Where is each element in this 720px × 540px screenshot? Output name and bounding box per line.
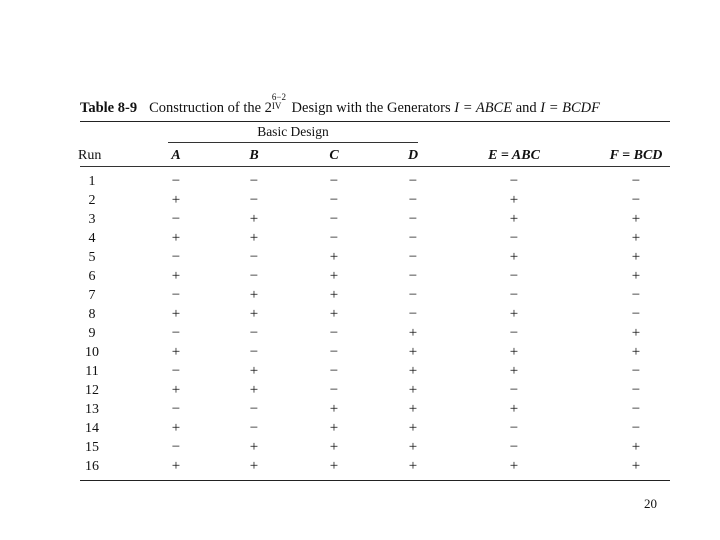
header-a: A	[171, 148, 181, 163]
bottom-rule	[80, 480, 670, 481]
sign-c: +	[329, 287, 339, 303]
table-row	[0, 438, 720, 457]
table-row	[0, 381, 720, 400]
run-number: 2	[88, 193, 96, 208]
sign-f: +	[631, 458, 641, 474]
sign-b: −	[249, 192, 259, 208]
sign-b: +	[249, 439, 259, 455]
sign-c: +	[329, 458, 339, 474]
run-number: 9	[88, 326, 96, 341]
run-number: 16	[85, 459, 99, 474]
run-number: 8	[88, 307, 96, 322]
sign-a: −	[171, 173, 181, 189]
sign-d: +	[408, 458, 418, 474]
basic-design-label: Basic Design	[257, 124, 329, 139]
sign-c: −	[329, 173, 339, 189]
sign-a: −	[171, 363, 181, 379]
sign-c: +	[329, 401, 339, 417]
sign-c: +	[329, 420, 339, 436]
sign-e: −	[509, 268, 519, 284]
sign-b: −	[249, 401, 259, 417]
sign-a: −	[171, 249, 181, 265]
sign-a: −	[171, 211, 181, 227]
sign-a: +	[171, 344, 181, 360]
sign-d: −	[408, 230, 418, 246]
caption-text-b: Design with the Generators	[287, 100, 455, 116]
sign-b: −	[249, 173, 259, 189]
sign-a: +	[171, 268, 181, 284]
run-number: 13	[85, 402, 99, 417]
sign-e: −	[509, 325, 519, 341]
page-number: 20	[644, 496, 657, 511]
sign-a: +	[171, 306, 181, 322]
table-row	[0, 229, 720, 248]
sign-d: +	[408, 420, 418, 436]
sign-c: +	[329, 306, 339, 322]
run-number: 3	[88, 212, 96, 227]
sign-e: +	[509, 306, 519, 322]
design-table-body	[0, 172, 720, 476]
exponent-superscript: 6−2	[271, 92, 286, 102]
table-row	[0, 419, 720, 438]
table-row	[0, 400, 720, 419]
table-row	[0, 362, 720, 381]
sign-f: −	[631, 420, 641, 436]
sign-e: +	[509, 211, 519, 227]
sign-a: +	[171, 192, 181, 208]
header-d: D	[407, 148, 419, 163]
sign-b: +	[249, 287, 259, 303]
run-number: 5	[88, 250, 96, 265]
sign-d: −	[408, 173, 418, 189]
sign-a: −	[171, 439, 181, 455]
sign-b: −	[249, 325, 259, 341]
sign-e: +	[509, 249, 519, 265]
sign-f: +	[631, 325, 641, 341]
sign-e: −	[509, 420, 519, 436]
sign-e: +	[509, 401, 519, 417]
sign-c: +	[329, 439, 339, 455]
sign-a: +	[171, 458, 181, 474]
sign-b: +	[249, 363, 259, 379]
run-number: 12	[85, 383, 99, 398]
sign-d: −	[408, 306, 418, 322]
sign-b: +	[249, 382, 259, 398]
header-c: C	[329, 148, 339, 163]
sign-f: −	[631, 287, 641, 303]
run-number: 1	[88, 174, 96, 189]
sign-e: +	[509, 344, 519, 360]
table-row	[0, 191, 720, 210]
sign-b: −	[249, 344, 259, 360]
sign-a: +	[171, 420, 181, 436]
sign-a: −	[171, 325, 181, 341]
sign-d: +	[408, 344, 418, 360]
sign-f: −	[631, 173, 641, 189]
sign-b: +	[249, 458, 259, 474]
sign-b: −	[249, 268, 259, 284]
sign-f: −	[631, 192, 641, 208]
sign-f: +	[631, 439, 641, 455]
sign-f: −	[631, 401, 641, 417]
sign-f: +	[631, 230, 641, 246]
sign-b: +	[249, 230, 259, 246]
sign-b: −	[249, 420, 259, 436]
sign-e: −	[509, 439, 519, 455]
sign-e: −	[509, 230, 519, 246]
sign-e: +	[509, 363, 519, 379]
top-rule	[80, 121, 670, 122]
sign-f: +	[631, 211, 641, 227]
table-row	[0, 324, 720, 343]
sign-d: +	[408, 382, 418, 398]
sign-f: +	[631, 268, 641, 284]
sign-f: −	[631, 363, 641, 379]
table-row	[0, 457, 720, 476]
sign-f: +	[631, 344, 641, 360]
header-rule	[80, 166, 670, 167]
sign-d: +	[408, 363, 418, 379]
sign-c: −	[329, 363, 339, 379]
sign-a: −	[171, 401, 181, 417]
basic-design-rule	[168, 142, 418, 143]
table-row	[0, 172, 720, 191]
sign-c: +	[329, 249, 339, 265]
table-caption	[80, 92, 680, 117]
sign-e: −	[509, 173, 519, 189]
run-number: 4	[88, 231, 96, 246]
table-row	[0, 210, 720, 229]
sign-d: −	[408, 211, 418, 227]
sign-c: −	[329, 382, 339, 398]
sign-c: −	[329, 192, 339, 208]
sign-d: −	[408, 192, 418, 208]
header-b: B	[249, 148, 259, 163]
sign-d: +	[408, 325, 418, 341]
table-row	[0, 305, 720, 324]
design-exponent	[271, 92, 288, 112]
sign-d: −	[408, 249, 418, 265]
caption-and: and	[512, 100, 541, 116]
generator-1: I = ABCE	[454, 100, 513, 116]
header-f: F = BCD	[609, 148, 663, 163]
sign-e: +	[509, 458, 519, 474]
sign-a: +	[171, 230, 181, 246]
sign-a: +	[171, 382, 181, 398]
generator-2: I = BCDF	[540, 100, 601, 116]
table-row	[0, 286, 720, 305]
sign-e: −	[509, 382, 519, 398]
resolution-subscript: IV	[271, 101, 282, 111]
sign-e: −	[509, 287, 519, 303]
sign-d: −	[408, 287, 418, 303]
sign-d: −	[408, 268, 418, 284]
caption-text-a: Construction of the 2	[149, 100, 272, 116]
sign-b: −	[249, 249, 259, 265]
sign-f: −	[631, 306, 641, 322]
sign-f: −	[631, 382, 641, 398]
table-number: Table 8-9	[80, 100, 138, 116]
run-number: 15	[85, 440, 99, 455]
sign-c: −	[329, 325, 339, 341]
header-run: Run	[78, 148, 102, 163]
table-row	[0, 248, 720, 267]
sign-c: −	[329, 211, 339, 227]
sign-a: −	[171, 287, 181, 303]
run-number: 11	[85, 364, 99, 379]
sign-e: +	[509, 192, 519, 208]
sign-d: +	[408, 401, 418, 417]
header-e: E = ABC	[488, 148, 540, 163]
sign-b: +	[249, 211, 259, 227]
sign-f: +	[631, 249, 641, 265]
sign-c: −	[329, 344, 339, 360]
table-row	[0, 343, 720, 362]
sign-b: +	[249, 306, 259, 322]
sign-c: −	[329, 230, 339, 246]
sign-d: +	[408, 439, 418, 455]
table-row	[0, 267, 720, 286]
run-number: 14	[85, 421, 99, 436]
run-number: 10	[85, 345, 99, 360]
run-number: 6	[88, 269, 96, 284]
run-number: 7	[88, 288, 96, 303]
sign-c: +	[329, 268, 339, 284]
